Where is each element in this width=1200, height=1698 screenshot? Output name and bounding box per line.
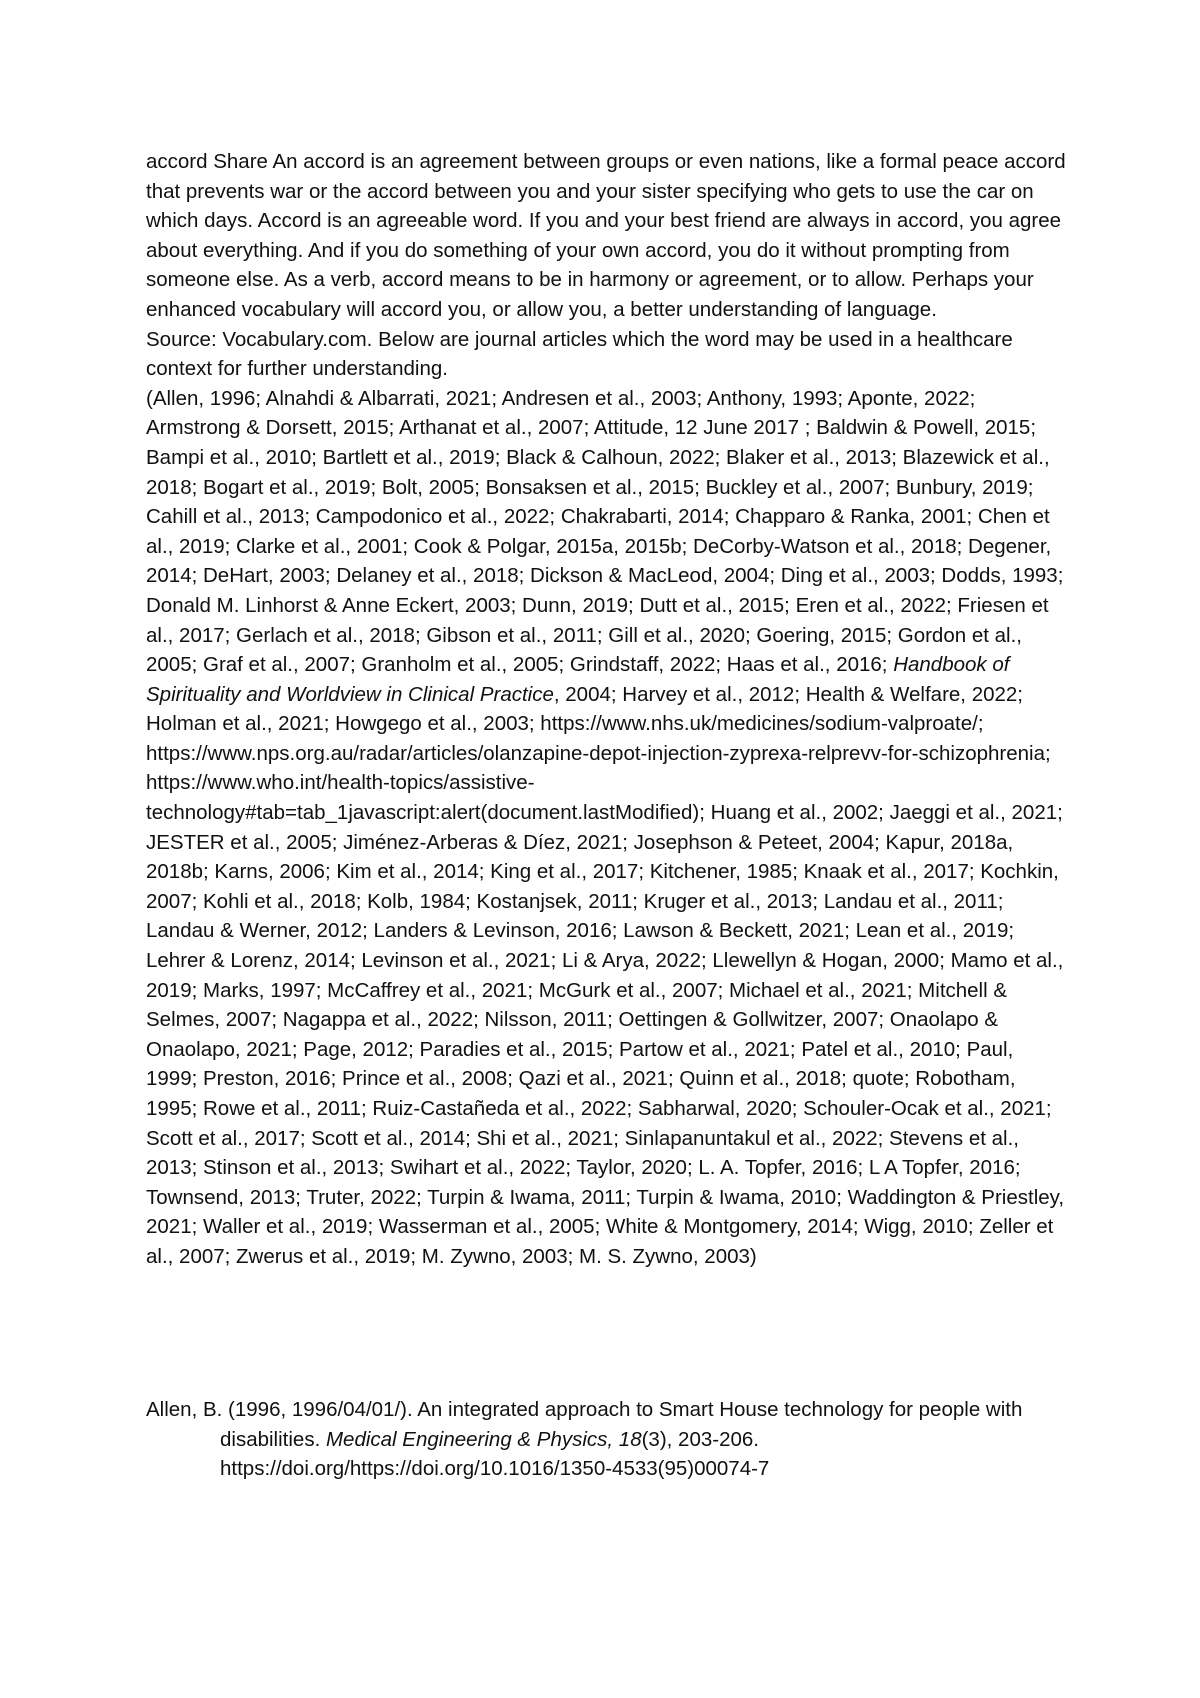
citations-italic-title: Handbook of Spirituality and Worldview in Clinical Practice (146, 653, 1010, 706)
reference-journal: Medical Engineering & Physics, 18 (325, 1427, 642, 1451)
citations-paragraph (146, 384, 1066, 1272)
citations-part-2: , 2004; Harvey et al., 2012; Health & Welfare, 2022; Holman et al., 2021; Howgego et al., 2003; https://www.nhs.uk/medicines/sodium-valproate/; https://www.nps.org.au/radar/articles/olanzapine-depot-injection-zyprexa-relprevv-for-schizophrenia; https://www.who.int/health-topics/assistive-technology#tab=tab_1javascript:alert(document.lastModified); Huang et al., 2002; Jaeggi et al., 2021; JESTER et al., 2005; Jiménez-Arberas & Díez, 2021; Josephson & Peteet, 2004; Kapur, 2018a, 2018b; Karns, 2006; Kim et al., 2014; King et al., 2017; Kitchener, 1985; Knaak et al., 2017; Kochkin, 2007; Kohli et al., 2018; Kolb, 1984; Kostanjsek, 2011; Kruger et al., 2013; Landau et al., 2011; Landau & Werner, 2012; Landers & Levinson, 2016; Lawson & Beckett, 2021; Lean et al., 2019; Lehrer & Lorenz, 2014; Levinson et al., 2021; Li & Arya, 2022; Llewellyn & Hogan, 2000; Mamo et al., 2019; Marks, 1997; McCaffrey et al., 2021; McGurk et al., 2007; Michael et al., 2021; Mitchell & Selmes, 2007; Nagappa et al., 2022; Nilsson, 2011; Oettingen & Gollwitzer, 2007; Onaolapo & Onaolapo, 2021; Page, 2012; Paradies et al., 2015; Partow et al., 2021; Patel et al., 2010; Paul, 1999; Preston, 2016; Prince et al., 2008; Qazi et al., 2021; Quinn et al., 2018; quote; Robotham, 1995; Rowe et al., 2011; Ruiz-Castañeda et al., 2022; Sabharwal, 2020; Schouler-Ocak et al., 2021; Scott et al., 2017; Scott et al., 2014; Shi et al., 2021; Sinlapanuntakul et al., 2022; Stevens et al., 2013; Stinson et al., 2013; Swihart et al., 2022; Taylor, 2020; L. A. Topfer, 2016; L A Topfer, 2016; Townsend, 2013; Truter, 2022; Turpin & Iwama, 2011; Turpin & Iwama, 2010; Waddington & Priestley, 2021; Waller et al., 2019; Wasserman et al., 2005; White & Montgomery, 2014; Wigg, 2010; Zeller et al., 2007; Zwerus et al., 2019; M. Zywno, 2003; M. S. Zywno, 2003) (146, 682, 1065, 1268)
reference-lead: Allen, B. (1996, 1996/04/01/). An integrated approach to Smart House technology for people with disabilities. (146, 1398, 1023, 1451)
reference-list (146, 1395, 1066, 1484)
definition-paragraph: accord Share An accord is an agreement between groups or even nations, like a formal peace accord that prevents war or the accord between you and your sister specifying who gets to use the car on which days. Accord is an agreeable word. If you and your best friend are always in accord, you agree about everything. And if you do something of your own accord, you do it without prompting from someone else. As a verb, accord means to be in harmony or agreement, or to allow. Perhaps your enhanced vocabulary will accord you, or allow you, a better understanding of language. (146, 150, 1066, 321)
reference-issue-pages: (3), 203-206. https://doi.org/https://doi.org/10.1016/1350-4533(95)00074-7 (220, 1427, 770, 1481)
source-paragraph: Source: Vocabulary.com. Below are journal articles which the word may be used in a healthcare context for further understanding. (146, 327, 1013, 381)
citations-part-1: (Allen, 1996; Alnahdi & Albarrati, 2021; Andresen et al., 2003; Anthony, 1993; Aponte, 2022; Armstrong & Dorsett, 2015; Arthanat et al., 2007; Attitude, 12 June 2017 ; Baldwin & Powell, 2015; Bampi et al., 2010; Bartlett et al., 2019; Black & Calhoun, 2022; Blaker et al., 2013; Blazewick et al., 2018; Bogart et al., 2019; Bolt, 2005; Bonsaksen et al., 2015; Buckley et al., 2007; Bunbury, 2019; Cahill et al., 2013; Campodonico et al., 2022; Chakrabarti, 2014; Chapparo & Ranka, 2001; Chen et al., 2019; Clarke et al., 2001; Cook & Polgar, 2015a, 2015b; DeCorby-Watson et al., 2018; Degener, 2014; DeHart, 2003; Delaney et al., 2018; Dickson & MacLeod, 2004; Ding et al., 2003; Dodds, 1993; Donald M. Linhorst & Anne Eckert, 2003; Dunn, 2019; Dutt et al., 2015; Eren et al., 2022; Friesen et al., 2017; Gerlach et al., 2018; Gibson et al., 2011; Gill et al., 2020; Goering, 2015; Gordon et al., 2005; Graf et al., 2007; Granholm et al., 2005; Grindstaff, 2022; Haas et al., 2016; (146, 386, 1064, 677)
document-body (146, 147, 1066, 1272)
reference-entry (146, 1395, 1066, 1484)
